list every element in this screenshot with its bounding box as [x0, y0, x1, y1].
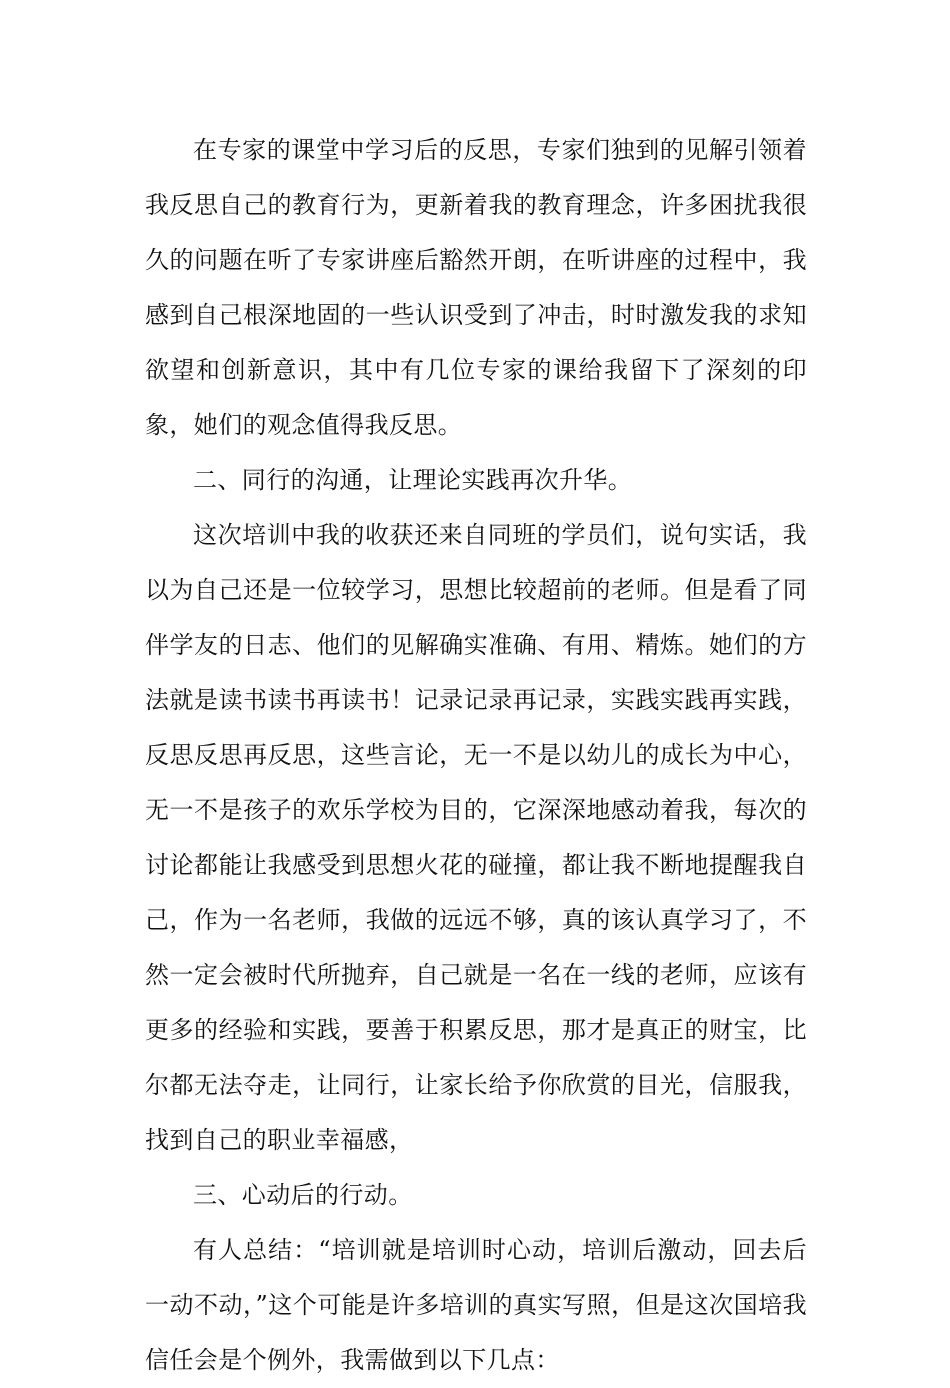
- section-heading-peer-communication: 二、同行的沟通，让理论实践再次升华。: [193, 466, 633, 494]
- paragraph-summary: 有人总结：“培训就是培训时心动，培训后激动，回去后一动不动，”这个可能是许多培训的真实写照，但是这次国培我信任会是个例外，我需做到以下几点：: [145, 1236, 807, 1374]
- document-body: [145, 123, 807, 1388]
- paragraph-reflection: 在专家的课堂中学习后的反思，专家们独到的见解引领着我反思自己的教育行为，更新着我的教育理念，许多困扰我很久的问题在听了专家讲座后豁然开朗，在听讲座的过程中，我感到自己根深地固的一些认识受到了冲击，时时激发我的求知欲望和创新意识，其中有几位专家的课给我留下了深刻的印象，她们的观念值得我反思。: [145, 136, 807, 439]
- section-heading-action: 三、心动后的行动。: [193, 1181, 413, 1209]
- paragraph-peer-learning: 这次培训中我的收获还来自同班的学员们，说句实话，我以为自己还是一位较学习，思想比较超前的老师。但是看了同伴学友的日志、他们的见解确实准确、有用、精炼。她们的方法就是读书读书再读书！记录记录再记录，实践实践再实践，反思反思再反思，这些言论，无一不是以幼儿的成长为中心，无一不是孩子的欢乐学校为目的，它深深地感动着我，每次的讨论都能让我感受到思想火花的碰撞，都让我不断地提醒我自己，作为一名老师，我做的远远不够，真的该认真学习了，不然一定会被时代所抛弃，自己就是一名在一线的老师，应该有更多的经验和实践，要善于积累反思，那才是真正的财宝，比尔都无法夺走，让同行，让家长给予你欣赏的目光，信服我，找到自己的职业幸福感，: [145, 521, 807, 1154]
